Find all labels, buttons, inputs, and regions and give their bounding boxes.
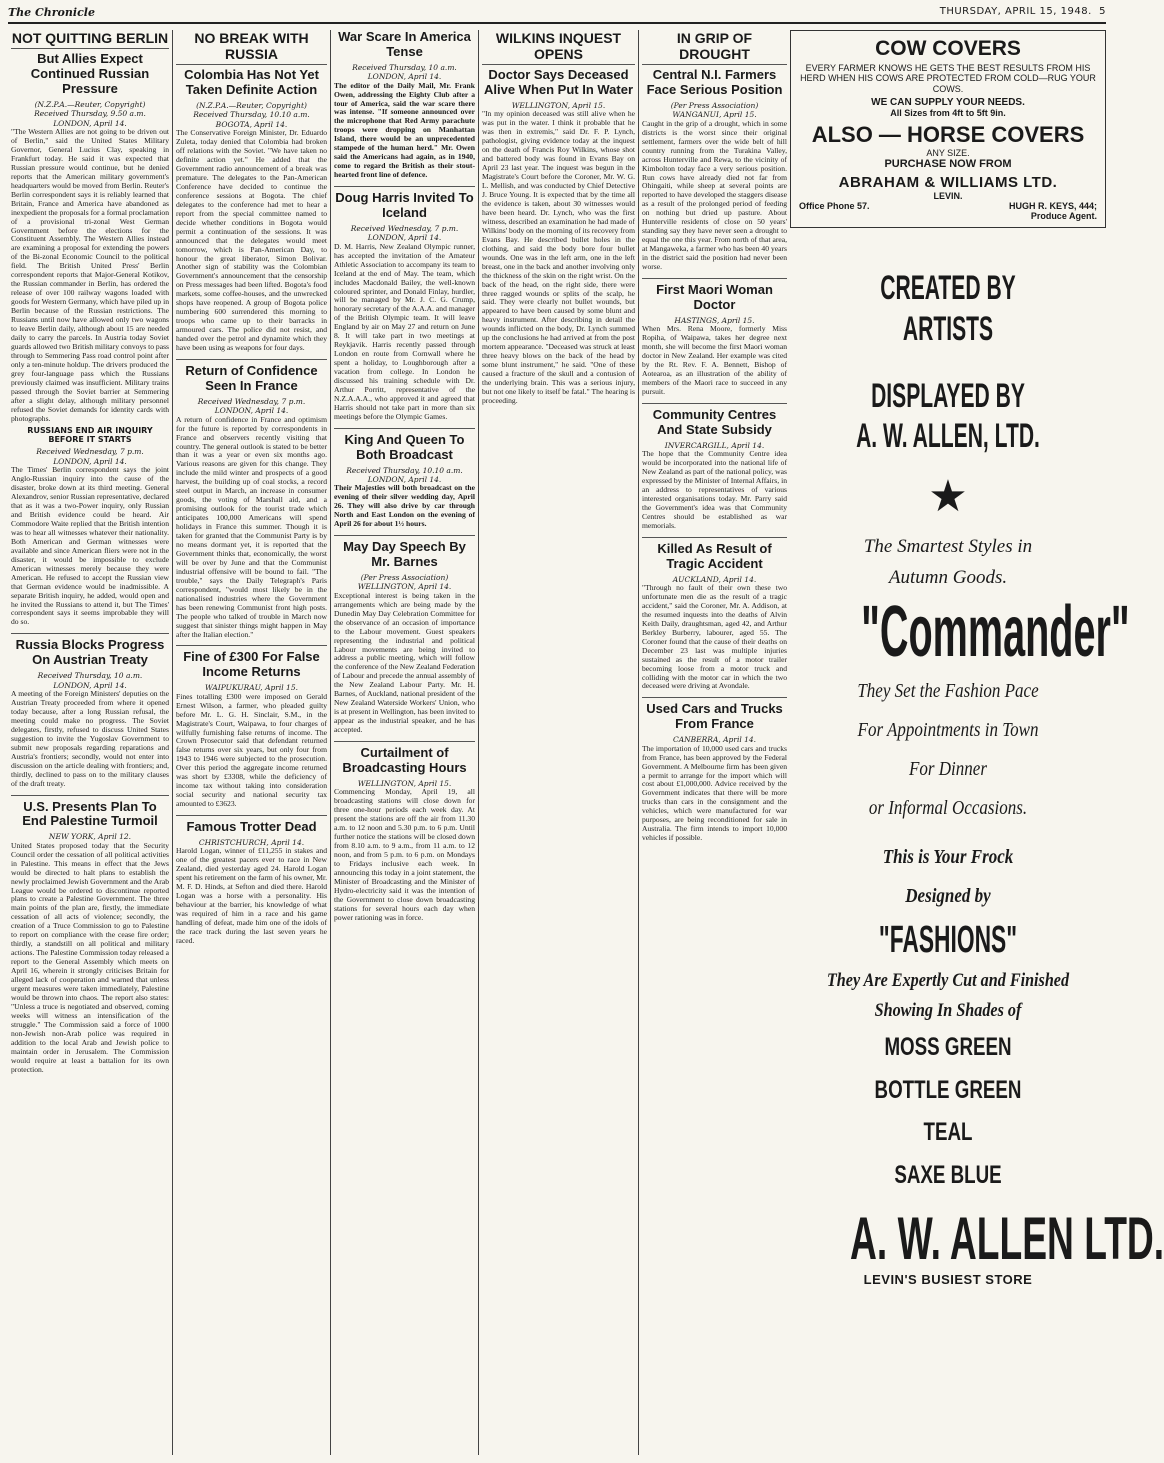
ad-store-name: A. W. ALLEN LTD. <box>850 1205 1164 1273</box>
dateline: WANGANUI, April 15. <box>672 110 757 120</box>
ad-line: CREATED BY <box>880 269 1016 308</box>
headline: U.S. Presents Plan To End Palestine Turmoil <box>22 798 158 829</box>
headline: First Maori Woman Doctor <box>656 282 773 312</box>
headline: Fine of £300 For False Income Returns <box>183 649 320 680</box>
ad-tagline: LEVIN'S BUSIEST STORE <box>863 1272 1033 1288</box>
masthead <box>8 2 1106 24</box>
headline: May Day Speech By Mr. Barnes <box>343 539 466 570</box>
column-4 <box>478 30 638 1455</box>
headline: NO BREAK WITH RUSSIA <box>176 30 327 65</box>
story-austrian-treaty <box>11 633 169 788</box>
shade-item: TEAL <box>923 1118 973 1147</box>
article-body: D. M. Harris, New Zealand Olympic runner, has accepted the invitation of the Amateur Athletic Association to accompany its team to Iceland at the end of May. The team, which includes Macdonald Bailey, the well-known coloured sprinter, and Donald Finlay, hurdler, will be managed by Mr. J. C. G. Crump, honorary secretary of the A.A.A. and manager of the British Olympic team. It will leave England by air on May 27 and return on June 8. It will take part in two meetings at Reykjavik. Harris recently passed through London en route from Cornwall where he spent a holiday, to Loughborough after a vacation from college. In London he discussed his training schedule with Dr. Arthur Porritt, representative of the N.Z.A.A.A., who approved it and agreed that Harris should not take part in more than six meetings before the Olympic Games. <box>334 241 475 421</box>
ad-line: For Appointments in Town <box>857 719 1039 742</box>
cow-covers-ad <box>790 30 1106 228</box>
dateline: INVERCARGILL, April 14. <box>664 440 765 450</box>
dateline: CANBERRA, April 14. <box>672 735 757 745</box>
headline: IN GRIP OF DROUGHT <box>642 30 787 65</box>
star-icon: ★ <box>928 472 968 522</box>
article-body: Harold Logan, winner of £11,255 in stakes and one of the greatest pacers ever to race in New Zealand, died yesterday aged 24. Harold Logan spent his retirement on the farm of his owner, Mr. M. F. D. Hinds, at Sefton and died there. Harold Logan was a horse with a personality. His behaviour at the barrier, his knowledge of what was required of him in a race and his game handling of defeat, made him one of the idols of the race track during the last seven years he raced. <box>176 846 327 945</box>
story-not-quitting-berlin <box>11 30 169 627</box>
ad-line: DISPLAYED BY <box>871 376 1025 415</box>
ad-line: or Informal Occasions. <box>868 797 1028 820</box>
article-body: "The Western Allies are not going to be driven out of Berlin," said the United States Military Governor, General Lucius Clay, speaking in Frankfurt today. He said it was expected that Russian pressure would continue, but he denied reports that the American military government's headquarters would be moved from Berlin. Reuter's Berlin correspondent says it is reliably learned that Britain, France and America have abandoned as inexpedient the proposals for a formal proclamation of a provisional tri-zonal West German Government before the elections for the Constituent Assembly. The Western Allies instead are examining a proposal for extending the powers of the Bi-zonal Economic Council to the political field. The British United Press' Berlin correspondent reports that Major-General Kotikov, the Russian commander in Berlin, has ordered the release of over 100 railway wagons loaded with goods for Western Germany, which have piled up in Berlin because of the Russian restrictions. The Russians until now have allowed only two wagons to leave Berlin daily, although about 15 are needed daily to carry the parcels. In Austria today Soviet guards allowed two British military convoys to pass through to Semmering Pass road control point after only a ten-minute holdup. The drivers produced the grey four-language pass which the Russians previously claimed was insufficient. Military trains passed through the Soviet barrier at Semmering after a slight delay, although military personnel refused the Soviet demands for identity cards with photographs. <box>11 127 169 423</box>
ad-line: They Set the Fashion Pace <box>857 680 1039 703</box>
headline: King And Queen To Both Broadcast <box>344 431 465 462</box>
article-body: When Mrs. Rena Moore, formerly Miss Ropiha, of Waipawa, takes her degree next month, she will become the first Maori woman doctor in New Zealand. Her example was cited by the Rt. Rev. F. A. Bennett, Bishop of Aotearoa, as an illustration of the ability of members of the Maori race to succeed in any pursuit. <box>642 324 787 396</box>
ad-text: ANY SIZE. <box>926 148 970 159</box>
article-body: Caught in the grip of a drought, which in some districts is the worst since their original settlement, farmers over the wide belt of hill country running from the Turakina Valley, across Hunterville and Rewa, to the vicinity of Kimbolton today face a very serious position. Run cows have already died not far from Ohingaiti, while sheep at several points are reported to have developed the staggers disease as a result of the prolonged period of feeding on nothing but dried up pasture. About Hunterville residents of close on 50 years' standing say they have never seen a drought to equal the one this year. From north of that area, at Mangaweka, a farmer who has been 40 years in the district said the position had never been worse. <box>642 118 787 272</box>
credit: (N.Z.P.A.—Reuter, Copyright) <box>34 99 146 109</box>
story-used-cars <box>642 697 787 843</box>
shade-item: SAXE BLUE <box>894 1160 1002 1189</box>
advertisement-column <box>790 30 1164 1455</box>
column-2 <box>172 30 330 1455</box>
dateline: LONDON, April 14. <box>214 406 289 416</box>
story-may-day <box>334 535 475 735</box>
subheadline: Doctor Says Deceased Alive When Put In Water <box>483 67 634 98</box>
dateline: CHRISTCHURCH, April 14. <box>198 838 305 848</box>
story-community-centres <box>642 403 787 531</box>
masthead-title: The Chronicle <box>8 6 95 19</box>
article-body: Exceptional interest is being taken in the arrangements which are being made by the Dunedin May Day Celebration Committee for the observance of an occasion of importance to the Labour movement. Guest speakers representing the industrial and political Labour movements are being invited to address a public meeting, which will follow the conference of the New Zealand Federation of Labour and precede the annual assembly of the New Zealand Labour Party. Mr. H. Barnes, of Auckland, national president of the New Zealand Waterside Workers' Union, who is at present in Wellington, has been invited to appear as the industrial speaker, and he has accepted. <box>334 590 475 735</box>
article-body: A return of confidence in France and optimism for the future is reported by correspondents in France and observers recently visiting that country. The general outlook is stated to be better than it was a year or even six months ago. Various reasons are given for this change. They include the mild winter and prospects of a good harvest, the building up of coal stocks, a record steel output in March, an increase in consumer goods, the voting of Marshall aid, and a promising outlook for the tourist trade which anticipates 100,000 Americans will spend holidays in France this summer. Though it is taken for granted that the Communist Party is by no means dormant yet, it is reported that the Government thinks that, economically, the worst will be over by June and that the Communist industrial offensive will be bound to fail. "The trouble," says the Daily Telegraph's Paris correspondent, "would most likely be in the nationalised industries where the Government has been renewing Communist front high posts. The people who talked of trouble in March now suggest that sinister things might happen in May after the Italian election." <box>176 414 327 639</box>
headline: Curtailment of Broadcasting Hours <box>342 745 467 775</box>
column-3 <box>330 30 478 1455</box>
credit: (Per Press Association) <box>360 573 449 583</box>
article-body: United States proposed today that the Security Council order the cessation of all political activities in Palestine. This means in effect that the Jews would be directed to halt plans to establish the newly proclaimed Jewish Government and the Arab League would be ordered to discontinue reported plans to create a Palestine Government. The three main points of the plan are, firstly, the immediate cessation of all acts of violence; secondly, the creation of a Truce Commission to go to Palestine to report on compliance with the cease fire order; thirdly, a standstill on all political and military actions. The Palestine Commission today released a report to the General Assembly which meets on April 16, wherein it strongly criticises Britain for alleged lack of cooperation and warned that unless urgent measures were taken immediately, Palestine would be thrown into chaos. The report also states: "Unless a truce is negotiated and observed, coming weeks will witness an intensification of the struggle." The Commission said a force of 1000 non-Jewish non-Arab police was required in addition to the local Arab and Jewish police to maintain order in Jerusalem. The Commission would require at least a battalion for its own protection. <box>11 840 169 1074</box>
dateline: NEW YORK, April 12. <box>48 832 132 842</box>
story-drought <box>642 30 787 272</box>
headline: WILKINS INQUEST OPENS <box>482 30 635 65</box>
ad-brand: "FASHIONS" <box>878 919 1018 962</box>
shade-item: MOSS GREEN <box>884 1033 1012 1062</box>
received: Received Thursday, 10 a.m. <box>37 671 143 681</box>
received: Received Wednesday, 7 p.m. <box>36 447 144 457</box>
credit: (N.Z.P.A.—Reuter, Copyright) <box>196 101 307 111</box>
article-body: The importation of 10,000 used cars and trucks from France, has been approved by the Federal Government. A Melbourne firm has been given a permit to arrange for the import which will cost about £1,000,000. Advice received by the Government indicates that there will be more trucks than cars in the consignment and the vehicles, which were manufactured for war purposes, are being reconditioned for sale in Australia. The firm intends to import 10,000 vehicles if possible. <box>642 743 787 843</box>
article-body: "Through no fault of their own these two unfortunate men die as the result of a tragic accident," said the Coroner, Mr. A. Addison, at the resumed inquests into the deaths of Alvin Keith Daily, draughtsman, aged 42, and Arthur Berkley Burberry, labourer, aged 55. The Coroner found that the cause of their deaths on December 23 last was multiple injuries sustained as the result of a motor trailer becoming loose from a motor truck and colliding with the motor car in which the two deceased were driving at Avondale. <box>642 582 787 691</box>
ad-contact <box>799 201 1097 211</box>
article-body: The Conservative Foreign Minister, Dr. Eduardo Zuleta, today denied that Colombia had broken off relations with the Soviet. "We have taken no definite action yet." He added that the Government radio announcement of a break was premature. The delegates to the Pan-American Conference have decided to continue the conference sessions at Bogota. The chief delegates to the conference had met to hear a report from the special committee named to decide whether conditions in Bogota would permit a continuation of the sessions. It was announced that the delegates would meet tomorrow, which is Pan-American Day, to honour the great liberator, Simon Bolivar. Another sign of stability was the Colombian Government's announcement that the censorship on Press messages had been lifted. Bogota's food markets, some coffee-houses, and the unwrecked shops have reopened. A group of Bogota police numbering 600 surrendered this morning to troops who came up to their barracks in armoured cars. The police did not resist, and handed over the petrol and dynamite which they have been using as weapons for four days. <box>176 128 327 353</box>
dateline: LONDON, April 14. <box>53 118 127 128</box>
received: Received Thursday, 10 a.m. <box>352 62 457 72</box>
ad-agent-role: Produce Agent. <box>1030 211 1097 222</box>
story-king-queen <box>334 428 475 529</box>
dateline: HASTINGS, April 15. <box>674 315 755 325</box>
ad-line: ARTISTS <box>902 309 994 348</box>
ad-text: All Sizes from 4ft to 5ft 9in. <box>890 108 1006 119</box>
dateline: LONDON, April 14. <box>367 233 442 243</box>
story-fine-300 <box>176 645 327 809</box>
received: Received Wednesday, 7 p.m. <box>197 396 306 406</box>
subheadline: Central N.I. Farmers Face Serious Position <box>646 67 783 98</box>
story-confidence-france <box>176 359 327 639</box>
section-subhead: RUSSIANS END AIR INQUIRY BEFORE IT STARTS <box>27 426 153 445</box>
received: Received Thursday, 10.10 a.m. <box>346 465 463 475</box>
subheadline: Colombia Has Not Yet Taken Definite Action <box>184 67 319 98</box>
ad-text: WE CAN SUPPLY YOUR NEEDS. <box>871 97 1025 109</box>
ad-title: COW COVERS <box>875 37 1021 60</box>
article-body: Fines totalling £300 were imposed on Gerald Ernest Wilson, a farmer, who pleaded guilty before Mr. L. G. H. Sinclair, S.M., in the Magistrate's Court, Waipawa, to four charges of wilfully furnishing false returns of income. The Crown Prosecutor said that defendant returned false returns over six years, but only four from 1943 to 1946 were subjected to the prosecution. Over this period the aggregate income returned was short by £3308, while the deficiency of income tax without taking into consideration social security and national security tax amounted to £3623. <box>176 691 327 809</box>
dateline: WELLINGTON, April 15. <box>357 778 452 788</box>
subheadline: But Allies Expect Continued Russian Pressure <box>30 51 150 96</box>
shade-item: BOTTLE GREEN <box>874 1075 1022 1104</box>
story-tragic-accident <box>642 537 787 692</box>
dateline: BOGOTA, April 14. <box>215 119 288 129</box>
story-war-scare <box>334 30 475 180</box>
headline: Famous Trotter Dead <box>186 819 317 835</box>
ad-line: Autumn Goods. <box>888 566 1008 588</box>
ad-firm: ABRAHAM & WILLIAMS LTD. <box>838 174 1058 192</box>
headline: Used Cars and Trucks From France <box>646 701 783 732</box>
ad-phone: Office Phone 57. <box>799 201 870 212</box>
headline: Doug Harris Invited To Iceland <box>335 190 474 221</box>
dateline: AUCKLAND, April 14. <box>672 574 757 584</box>
received: Received Thursday, 10.10 a.m. <box>193 110 310 120</box>
story-wilkins-inquest <box>482 30 635 406</box>
article-body: The hope that the Community Centre idea would be incorporated into the national life of New Zealand as part of the national policy, was expressed by the Minister of Internal Affairs, in an address to representatives of various interested organisations today. Mr. Parry said the Government's idea was that Community Centres should be established as war memorials. <box>642 449 787 530</box>
ad-line: They Are Expertly Cut and Finished <box>826 969 1070 991</box>
headline: Community Centres And State Subsidy <box>652 406 777 437</box>
ad-brand: "Commander" <box>861 592 1130 672</box>
article-body: Commencing Monday, April 19, all broadcasting stations will close down for three one-hour periods each week day. At present the stations are off the air from 11.30 a.m. to 12 noon and 5.30 p.m. to 6 p.m. Until further notice the stations will be closed down from 8.10 a.m. to 9 a.m., from 11 a.m. to 12 noon, and from 5 p.m. to 6 p.m. on Mondays to Fridays inclusive each week. In announcing this today in a joint statement, the Minister of Broadcasting and the Minister of Hydro-electricity said it was the intention of the Government to close down broadcasting stations for several hours each day when power rationing was in force. <box>334 787 475 922</box>
ad-line: The Smartest Styles in <box>863 536 1033 558</box>
ad-line: Showing In Shades of <box>874 999 1022 1021</box>
column-5 <box>638 30 790 1455</box>
ad-agent: HUGH R. KEYS, 444; <box>1008 201 1097 212</box>
dateline: LONDON, April 14. <box>367 475 442 485</box>
story-famous-trotter <box>176 815 327 946</box>
dateline: LONDON, April 14. <box>367 72 442 82</box>
dateline: WAIPUKURAU, April 15. <box>205 683 298 693</box>
article-body: A meeting of the Foreign Ministers' deputies on the Austrian Treaty proceeded from where it opened today because, after a long Russian refusal, the meeting could make no progress. The Soviet delegates, firstly, refused to discuss United States suggestion to invite the Yugoslav Government to submit new proposals regarding reparations and Austria's frontiers; secondly, would not enter into discussion on the article dealing with frontiers; and, thirdly, declined to pass on to the military clauses of the draft treaty. <box>11 689 169 788</box>
ad-line: A. W. ALLEN, LTD. <box>856 417 1040 456</box>
dateline: LONDON, April 14. <box>53 680 127 690</box>
headline: Killed As Result of Tragic Accident <box>657 540 772 571</box>
article-body: "In my opinion deceased was still alive when he was put in the water. I think it probable that he was then in extremis," said Dr. F. P. Lynch, pathologist, giving evidence today at the inquest on the death of Francis Roy Wilkins, whose shot and battered body was found in Evans Bay on April 23 last year. The inquest was begun in the Magistrate's Court before the Coroner, Mr. W. G. L. Mellish, and was conducted by Chief Detective J. Bruce Young. It is expected that by the time all the evidence is taken, about 30 witnesses would have been heard. Dr. Lynch, who was the first witness, described an examination he had made of Wilkins' body on the morning of its recovery from Evans Bay. He described bullet holes in the clothing, and said the body bore four bullet wounds. One was in the left arm, one in the left breast, one in the back and another involving only the thickness of the skin on the right wrist. On the back of the head, on the right side, there were three ragged wounds or splits of the scalp, he said. They were clearly not bullet wounds, but appeared to have been caused by some blunt and heavy instrument. After describing in detail the wounds inflicted on the body, Dr. Lynch summed up the conclusions he had arrived at from the post mortem appearance. "Deceased was struck at least three heavy blows on the back of the head by some blunt instrument," he said. "One of these caused a fracture of the skull and a contusion of the underlying brain. This was a serious injury, but not one likely to itself be fatal." The hearing is proceeding. <box>482 109 636 405</box>
headline: Return of Confidence Seen In France <box>185 363 318 393</box>
masthead-date: THURSDAY, APRIL 15, 1948. 5 <box>939 6 1106 17</box>
headline: Russia Blocks Progress On Austrian Treaty <box>15 637 165 668</box>
story-doug-harris <box>334 186 475 422</box>
allen-fashion-ad <box>790 268 1164 1288</box>
headline: NOT QUITTING BERLIN <box>11 30 169 49</box>
column-1 <box>8 30 172 1455</box>
story-maori-doctor <box>642 278 787 397</box>
dateline: LONDON, April 14. <box>53 456 127 466</box>
ad-town: LEVIN. <box>933 191 963 202</box>
article-body: The editor of the Daily Mail, Mr. Frank Owen, addressing the Eighty Club after a tour of America, said the war scare there was intense. "If someone announced over the microphone that Red Army parachute troops were dropping on Manhattan Island, there would be an unprecedented stampede of the human herd." Mr. Owen said the Americans had again, as in 1940, come to regard the British as their stout-hearted front line of defence. <box>334 80 475 180</box>
article-body: The Times' Berlin correspondent says the joint Anglo-Russian inquiry into the cause of the disaster, broke down at its third meeting. General Alexandrov, senior Russian representative, declared that as it was a two-Power inquiry, only Russian and British evidence could be heard. Air Commodore Waite replied that the British intention was to hear all witnesses whatever their nationality. Both American and German witnesses were available and since American fliers were not in the disaster, it would be impossible to exclude American witnesses merely because they were American. He refused to accept the Russian view that German evidence would be inadmissible. A separate British inquiry, he added, would open and he invited the Russians to attend it, but The Times' correspondent says it seems improbable they will do so. <box>11 465 169 627</box>
ad-line: For Dinner <box>909 758 987 781</box>
story-palestine <box>11 795 169 1075</box>
dateline: WELLINGTON, April 14. <box>357 582 452 592</box>
story-broadcasting-hours <box>334 741 475 923</box>
headline: War Scare In America Tense <box>338 29 471 59</box>
received: Received Thursday, 9.50 a.m. <box>34 109 146 119</box>
ad-text: PURCHASE NOW FROM <box>884 158 1012 171</box>
story-no-break-with-russia <box>176 30 327 353</box>
ad-text: EVERY FARMER KNOWS HE GETS THE BEST RESULTS FROM HIS HERD WHEN HIS COWS ARE PROTECTED FROM COLD—RUG YOUR COWS. <box>800 63 1096 94</box>
ad-line: This is Your Frock <box>882 846 1014 869</box>
ad-title: ALSO — HORSE COVERS <box>811 122 1085 148</box>
dateline: WELLINGTON, April 15. <box>511 101 606 111</box>
ad-line: Designed by <box>905 885 991 908</box>
credit: (Per Press Association) <box>670 101 759 111</box>
article-body: Their Majesties will both broadcast on the evening of their silver wedding day, April 26. They will also drive by car through North and East London on the evening of April 26 for about 1½ hours. <box>334 483 475 529</box>
received: Received Wednesday, 7 p.m. <box>350 223 459 233</box>
